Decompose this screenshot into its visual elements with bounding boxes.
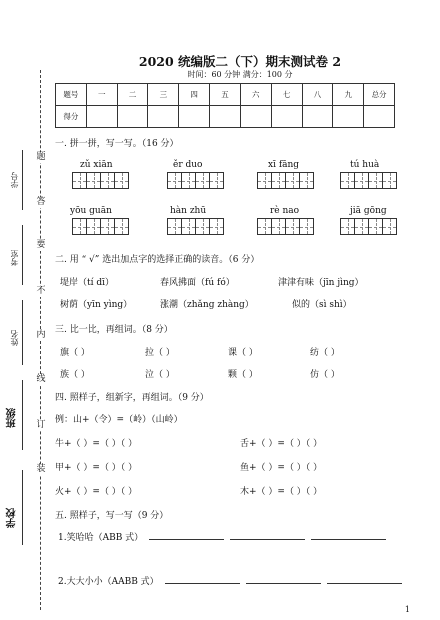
score-header-cell: 四	[179, 84, 210, 106]
answer-blank[interactable]	[246, 574, 321, 584]
score-header-cell: 八	[302, 84, 333, 106]
name-label: 姓名	[10, 330, 19, 346]
score-row-label: 得分	[56, 106, 87, 128]
pinyin-text: jiā gōng	[350, 206, 387, 216]
tianzige-pair[interactable]	[340, 172, 396, 189]
score-cell[interactable]	[179, 106, 210, 128]
answer-blank[interactable]	[149, 530, 224, 540]
compare-word-item[interactable]: 仿（ ）	[310, 370, 340, 380]
reading-choice[interactable]: 津津有味（jīn jìng）	[278, 278, 364, 288]
exam-room-label: 考室	[10, 250, 19, 266]
tianzige-pair[interactable]	[72, 218, 128, 235]
score-table-score-row	[56, 106, 395, 128]
binding-char: 订	[36, 420, 46, 430]
score-cell[interactable]	[302, 106, 333, 128]
score-table	[55, 83, 395, 128]
score-cell[interactable]	[86, 106, 117, 128]
compare-word-item[interactable]: 纺（ ）	[310, 348, 340, 358]
school-label: 学校	[7, 508, 18, 528]
compare-word-item[interactable]: 颗（ ）	[228, 370, 258, 380]
pinyin-text: ěr duo	[173, 160, 203, 170]
reading-choice[interactable]: 堤岸（tí dī）	[60, 278, 114, 288]
tianzige-pair[interactable]	[340, 218, 396, 235]
compose-char-item[interactable]: 火+（ ）=（ ）（ ）	[55, 487, 138, 497]
section-2-title: 二. 用 “ √” 选出加点字的选择正确的读音。（6 分）	[55, 255, 260, 265]
section-5-title: 五. 照样子，写一写（9 分）	[55, 511, 169, 521]
score-cell[interactable]	[240, 106, 271, 128]
score-table-header-row	[56, 84, 395, 106]
score-header-cell: 总分	[364, 84, 395, 106]
pinyin-text: rè nao	[270, 206, 300, 216]
binding-char: 线	[36, 374, 46, 384]
score-cell[interactable]	[117, 106, 148, 128]
pinyin-text: tú huà	[350, 160, 380, 170]
binding-char: 答	[36, 197, 46, 207]
binding-char: 题	[36, 152, 46, 162]
compose-char-item[interactable]: 甲+（ ）=（ ）（ ）	[55, 463, 138, 473]
compare-word-item[interactable]: 拉（ ）	[145, 348, 175, 358]
student-number-field[interactable]	[22, 150, 23, 210]
page-title: 2020 统编版二（下）期末测试卷 2	[138, 54, 342, 69]
pattern-item-label: 1.笑哈哈（ABB 式）	[58, 533, 144, 543]
answer-blank[interactable]	[165, 574, 240, 584]
page-number: 1	[404, 605, 410, 614]
tianzige-pair[interactable]	[257, 172, 313, 189]
section-4-title: 四. 照样子，组新字，再组词。（9 分）	[55, 393, 209, 403]
section-3-title: 三. 比一比，再组词。（8 分）	[55, 325, 173, 335]
score-header-cell: 七	[271, 84, 302, 106]
compare-word-item[interactable]: 课（ ）	[228, 348, 258, 358]
answer-blank[interactable]	[327, 574, 402, 584]
pattern-item-label: 2.大大小小（AABB 式）	[58, 577, 159, 587]
score-cell[interactable]	[364, 106, 395, 128]
compose-char-item[interactable]: 木+（ ）=（ ）（ ）	[240, 487, 323, 497]
tianzige-pair[interactable]	[72, 172, 128, 189]
score-cell[interactable]	[210, 106, 241, 128]
answer-blank[interactable]	[311, 530, 386, 540]
example-text: 例：山+（令）=（岭）（山岭）	[55, 415, 183, 425]
reading-choice[interactable]: 春风拂面（fú fó）	[160, 278, 235, 288]
name-field[interactable]	[22, 300, 23, 365]
binding-char: 要	[36, 240, 46, 250]
score-cell[interactable]	[333, 106, 364, 128]
score-header-cell: 九	[333, 84, 364, 106]
binding-char: 装	[36, 464, 46, 474]
binding-char: 不	[36, 286, 46, 296]
pinyin-text: yōu guān	[70, 206, 112, 216]
compare-word-item[interactable]: 旗（ ）	[60, 348, 90, 358]
score-header-cell: 题号	[56, 84, 87, 106]
pinyin-text: xī fāng	[268, 160, 300, 170]
compare-word-item[interactable]: 族（ ）	[60, 370, 90, 380]
score-header-cell: 六	[240, 84, 271, 106]
tianzige-pair[interactable]	[167, 218, 223, 235]
exam-info: 时间：60 分钟 满分：100 分	[187, 70, 293, 79]
reading-choice[interactable]: 涨潮（zhǎng zhàng）	[160, 300, 254, 310]
score-header-cell: 三	[148, 84, 179, 106]
reading-choice[interactable]: 树荫（yīn yìng）	[60, 300, 133, 310]
score-cell[interactable]	[271, 106, 302, 128]
pinyin-text: hàn zhū	[170, 206, 207, 216]
score-header-cell: 五	[210, 84, 241, 106]
pinyin-text: zǔ xiān	[80, 160, 113, 170]
score-header-cell: 二	[117, 84, 148, 106]
class-label: 班级	[7, 408, 18, 428]
compare-word-item[interactable]: 泣（ ）	[145, 370, 175, 380]
exam-room-field[interactable]	[22, 225, 23, 285]
answer-blank[interactable]	[230, 530, 305, 540]
score-cell[interactable]	[148, 106, 179, 128]
student-number-label: 学号	[10, 172, 19, 188]
school-field[interactable]	[22, 470, 23, 545]
pattern-item-1	[58, 530, 386, 543]
score-header-cell: 一	[86, 84, 117, 106]
reading-choice[interactable]: 似的（sì shì）	[292, 300, 352, 310]
class-field[interactable]	[22, 380, 23, 450]
pattern-item-2	[58, 574, 402, 587]
tianzige-pair[interactable]	[257, 218, 313, 235]
compose-char-item[interactable]: 牛+（ ）=（ ）（ ）	[55, 439, 138, 449]
tianzige-pair[interactable]	[167, 172, 223, 189]
compose-char-item[interactable]: 舌+（ ）=（ ）（ ）	[240, 439, 323, 449]
compose-char-item[interactable]: 鱼+（ ）=（ ）（ ）	[240, 463, 323, 473]
binding-char: 内	[36, 330, 46, 340]
section-1-title: 一. 拼一拼，写一写。（16 分）	[55, 139, 179, 149]
